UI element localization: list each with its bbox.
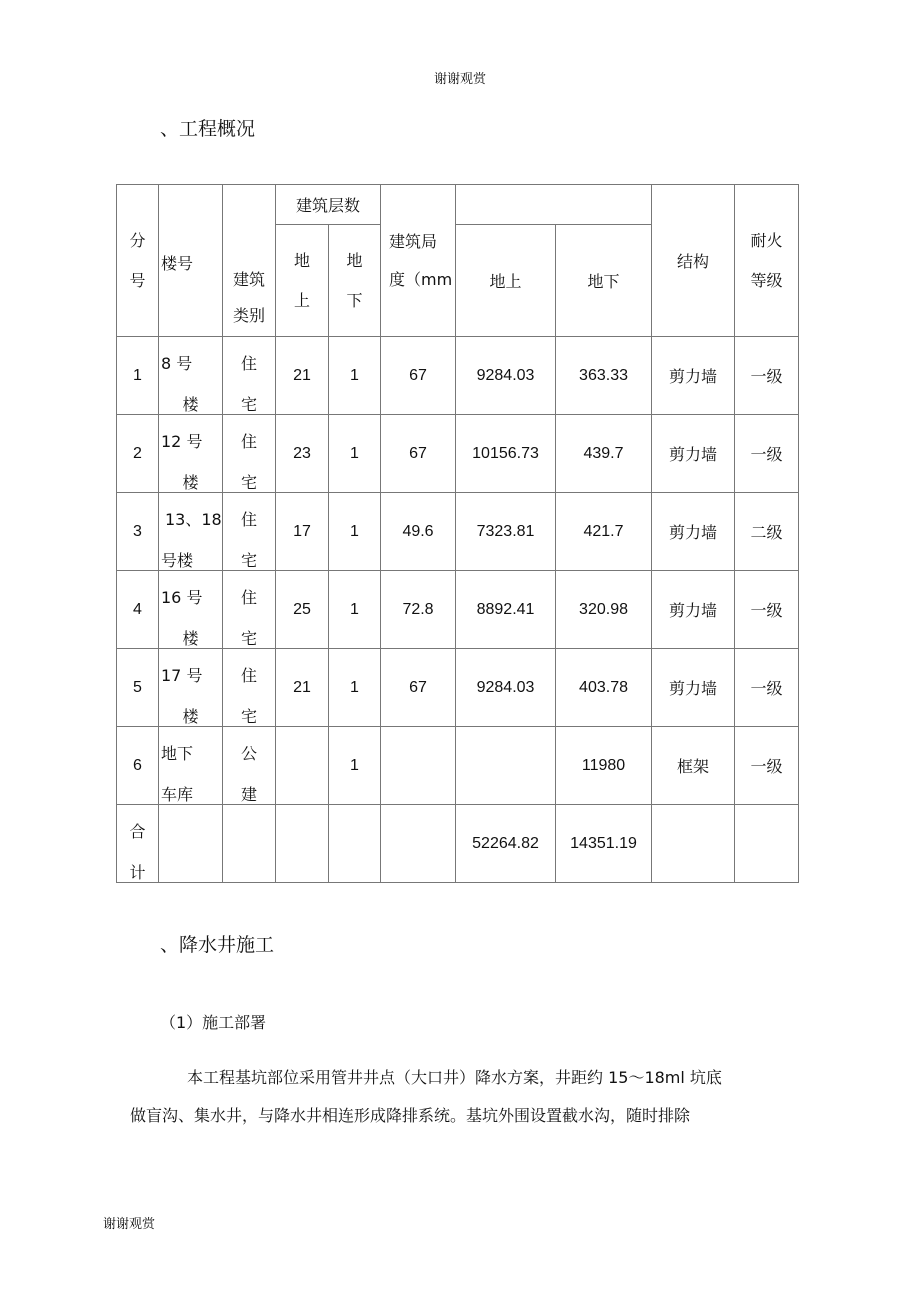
- cell-building-type: 住 宅: [223, 415, 276, 493]
- cell-fire-rating: 二级: [735, 493, 799, 571]
- cell-building-no: 8 号 楼: [159, 337, 223, 415]
- cell-building-type: 住 宅: [223, 493, 276, 571]
- section-title-overview: 、工程概况: [160, 118, 256, 140]
- cell-fire-rating: 一级: [735, 649, 799, 727]
- paragraph-line-2: 做盲沟、集水井，与降水井相连形成降排系统。基坑外围设置截水沟，随时排除: [130, 1106, 691, 1125]
- cell-number: 2: [117, 415, 159, 493]
- cell-structure: 剪力墙: [652, 571, 735, 649]
- cell-area-above: 9284.03: [456, 649, 556, 727]
- header-area-blank: [456, 185, 652, 225]
- table-row: [117, 415, 799, 493]
- cell-building-no: 12 号 楼: [159, 415, 223, 493]
- cell-height: 49.6: [381, 493, 456, 571]
- subsection-title: （1）施工部署: [160, 1013, 267, 1032]
- cell-area-below: 363.33: [556, 337, 652, 415]
- cell-fire-rating: 一级: [735, 727, 799, 805]
- header-area-above: 地上: [456, 225, 556, 337]
- table-row: [117, 727, 799, 805]
- cell-structure: 剪力墙: [652, 337, 735, 415]
- cell-building-type: 住 宅: [223, 649, 276, 727]
- cell-floors-above: 17: [276, 493, 329, 571]
- cell-area-above: 7323.81: [456, 493, 556, 571]
- cell-building-no: 16 号 楼: [159, 571, 223, 649]
- header-number: 分 号: [117, 185, 159, 337]
- cell-total-area-below: 14351.19: [556, 805, 652, 883]
- cell-number: 6: [117, 727, 159, 805]
- table-header-row-1: [117, 185, 799, 225]
- cell-building-type: 住 宅: [223, 571, 276, 649]
- cell-number: 3: [117, 493, 159, 571]
- cell-floors-below: 1: [329, 571, 381, 649]
- table-row: [117, 493, 799, 571]
- header-floors-above: 地 上: [276, 225, 329, 337]
- cell-area-below: 421.7: [556, 493, 652, 571]
- cell-area-above: 8892.41: [456, 571, 556, 649]
- cell-height: 67: [381, 415, 456, 493]
- cell-total-label: 合 计: [117, 805, 159, 883]
- header-building-no: 楼号: [159, 185, 223, 337]
- cell-floors-above: 21: [276, 337, 329, 415]
- cell-building-no: 地下 车库: [159, 727, 223, 805]
- cell-floors-below: 1: [329, 415, 381, 493]
- header-fire-rating: 耐火 等级: [735, 185, 799, 337]
- cell-fire-rating: 一级: [735, 415, 799, 493]
- header-floors-below: 地 下: [329, 225, 381, 337]
- cell-building-type: 公 建: [223, 727, 276, 805]
- table-row-total: [117, 805, 799, 883]
- header-structure: 结构: [652, 185, 735, 337]
- cell-area-below: 320.98: [556, 571, 652, 649]
- cell-fire-rating: 一级: [735, 337, 799, 415]
- cell-structure: 框架: [652, 727, 735, 805]
- header-building-type: 建筑 类别: [223, 185, 276, 337]
- cell-building-no: 17 号 楼: [159, 649, 223, 727]
- cell-area-above: 10156.73: [456, 415, 556, 493]
- cell-floors-above: 25: [276, 571, 329, 649]
- cell-floors-below: 1: [329, 337, 381, 415]
- cell-height: [381, 727, 456, 805]
- cell-area-below: 11980: [556, 727, 652, 805]
- section-title-dewatering: 、降水井施工: [160, 934, 275, 956]
- cell-structure: 剪力墙: [652, 415, 735, 493]
- cell-height: 67: [381, 649, 456, 727]
- cell-building-no: 13、18 号楼: [159, 493, 223, 571]
- cell-total-area-above: 52264.82: [456, 805, 556, 883]
- cell-structure: 剪力墙: [652, 493, 735, 571]
- header-floors: 建筑层数: [276, 185, 381, 225]
- table-row: [117, 649, 799, 727]
- cell-height: 67: [381, 337, 456, 415]
- cell-building-type: 住 宅: [223, 337, 276, 415]
- project-overview-table: [116, 184, 799, 883]
- cell-area-below: 439.7: [556, 415, 652, 493]
- cell-number: 5: [117, 649, 159, 727]
- table-row: [117, 571, 799, 649]
- cell-floors-above: 23: [276, 415, 329, 493]
- table-row: [117, 337, 799, 415]
- cell-floors-below: 1: [329, 649, 381, 727]
- cell-floors-below: 1: [329, 727, 381, 805]
- cell-area-below: 403.78: [556, 649, 652, 727]
- cell-height: 72.8: [381, 571, 456, 649]
- cell-floors-below: 1: [329, 493, 381, 571]
- cell-floors-above: [276, 727, 329, 805]
- cell-fire-rating: 一级: [735, 571, 799, 649]
- page-header: 谢谢观赏: [433, 72, 486, 87]
- paragraph-line-1: 本工程基坑部位采用管井井点（大口井）降水方案，井距约 15～18ml 坑底: [187, 1068, 722, 1087]
- header-area-below: 地下: [556, 225, 652, 337]
- cell-floors-above: 21: [276, 649, 329, 727]
- header-height: 建筑局 度（mm: [381, 185, 456, 337]
- cell-number: 4: [117, 571, 159, 649]
- cell-structure: 剪力墙: [652, 649, 735, 727]
- cell-area-above: [456, 727, 556, 805]
- page-footer: 谢谢观赏: [103, 1217, 156, 1232]
- cell-number: 1: [117, 337, 159, 415]
- cell-area-above: 9284.03: [456, 337, 556, 415]
